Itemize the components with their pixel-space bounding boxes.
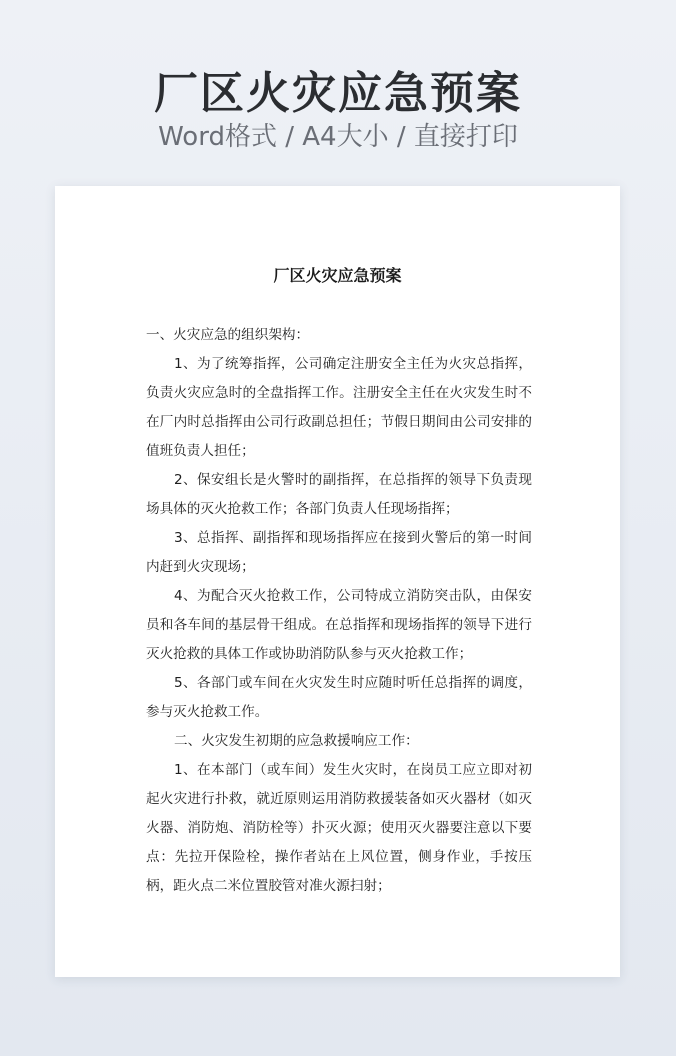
document-paragraph: 5、各部门或车间在火灾发生时应随时听任总指挥的调度，参与灭火抢救工作。 [146, 675, 532, 720]
document-paragraph: 一、火灾应急的组织架构： [146, 327, 310, 343]
document-body [146, 321, 532, 901]
document-paragraph: 1、为了统筹指挥，公司确定注册安全主任为火灾总指挥，负责火灾应急时的全盘指挥工作。注册安全主任在火灾发生时不在厂内时总指挥由公司行政副总担任；节假日期间由公司安排的值班负责人担任； [146, 356, 532, 459]
document-paragraph: 2、保安组长是火警时的副指挥，在总指挥的领导下负责现场具体的灭火抢救工作；各部门负责人任现场指挥； [146, 472, 532, 517]
document-paragraph: 3、总指挥、副指挥和现场指挥应在接到火警后的第一时间内赶到火灾现场； [146, 530, 532, 575]
document-paragraph: 二、火灾发生初期的应急救援响应工作： [174, 733, 419, 749]
page-title: 厂区火灾应急预案 [154, 68, 522, 119]
document-paragraph: 4、为配合灭火抢救工作，公司特成立消防突击队，由保安员和各车间的基层骨干组成。在总指挥和现场指挥的领导下进行灭火抢救的具体工作或协助消防队参与灭火抢救工作； [146, 588, 532, 662]
document-title: 厂区火灾应急预案 [273, 266, 402, 285]
document-paragraph: 1、在本部门（或车间）发生火灾时，在岗员工应立即对初起火灾进行扑救，就近原则运用消防救援装备如灭火器材（如灭火器、消防炮、消防栓等）扑灭火源；使用灭火器要注意以下要点：先拉开保险栓，操作者站在上风位置，侧身作业，手按压柄，距火点二米位置胶管对准火源扫射； [146, 762, 532, 894]
page-subtitle: Word格式 / A4大小 / 直接打印 [158, 122, 518, 152]
document-page [55, 186, 620, 977]
